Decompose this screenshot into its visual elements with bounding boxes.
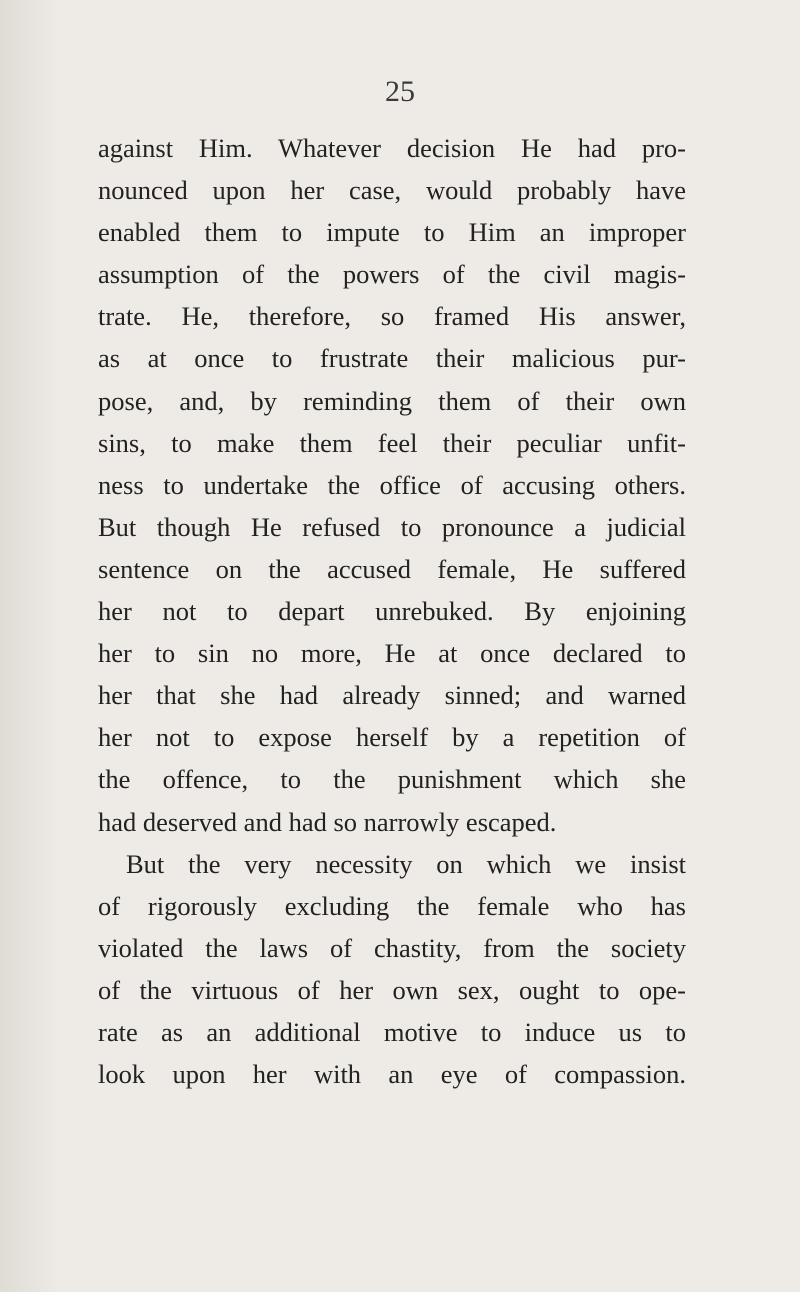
text-line: sins, to make them feel their peculiar unfit- — [98, 427, 686, 458]
text-line: assumption of the powers of the civil magis- — [98, 259, 686, 290]
text-line: sentence on the accused female, He suffered — [98, 553, 686, 584]
text-line: trate. He, therefore, so framed His answer, — [98, 301, 686, 332]
text-line: the offence, to the punishment which she — [98, 764, 686, 795]
text-line: But though He refused to pronounce a judicial — [98, 511, 686, 542]
text-line: of rigorously excluding the female who has — [98, 890, 686, 921]
paragraph-start-line: But the very necessity on which we insist — [126, 848, 686, 879]
body-text — [98, 127, 686, 1095]
text-line: ness to undertake the office of accusing others. — [98, 469, 686, 500]
text-line: her that she had already sinned; and warned — [98, 680, 686, 711]
text-line: as at once to frustrate their malicious pur- — [98, 343, 686, 374]
text-line: her to sin no more, He at once declared to — [98, 638, 686, 669]
page-number: 25 — [385, 75, 415, 108]
text-line: pose, and, by reminding them of their own — [98, 385, 686, 416]
text-line: had deserved and had so narrowly escaped. — [98, 806, 557, 837]
text-line: look upon her with an eye of compassion. — [98, 1059, 686, 1090]
text-line: violated the laws of chastity, from the society — [98, 932, 686, 963]
text-line: rate as an additional motive to induce us to — [98, 1016, 686, 1047]
text-line: her not to expose herself by a repetition of — [98, 722, 686, 753]
text-line: nounced upon her case, would probably have — [98, 175, 686, 206]
text-line: her not to depart unrebuked. By enjoining — [98, 596, 686, 627]
text-line: enabled them to impute to Him an improper — [98, 217, 686, 248]
text-line: against Him. Whatever decision He had pro- — [98, 133, 686, 163]
text-line: of the virtuous of her own sex, ought to ope- — [98, 974, 686, 1005]
